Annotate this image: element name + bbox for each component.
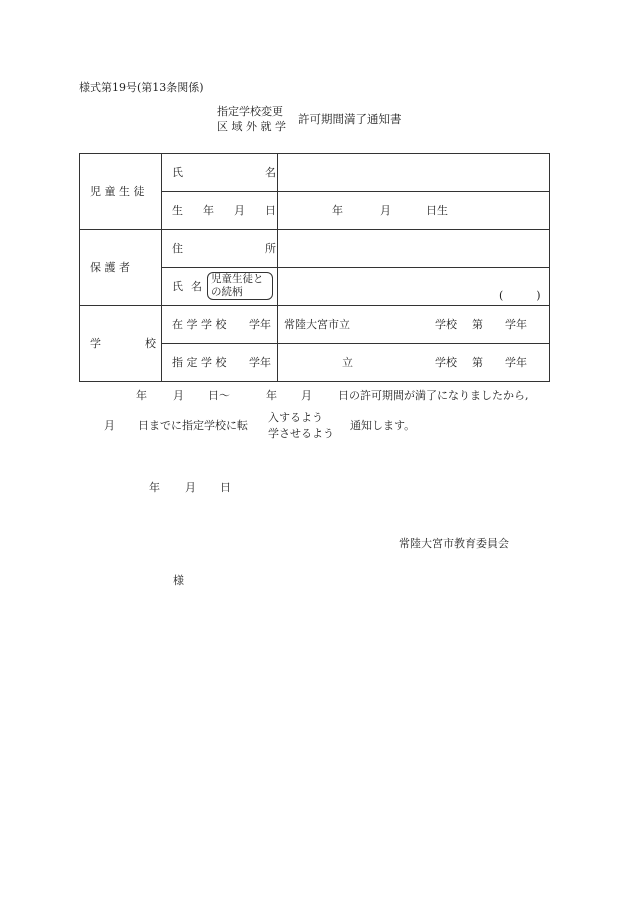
period-day-from: 日～ [208, 389, 230, 402]
birth-date-field[interactable] [278, 192, 550, 230]
guardian-header-cell [80, 230, 162, 306]
current-grade-label: 学年 [249, 318, 271, 331]
student-header-cell [80, 154, 162, 230]
designated-school-label-cell [162, 344, 278, 382]
guardian-header: 保 護 者 [90, 261, 130, 274]
guardian-name-label-left: 氏 [172, 280, 183, 293]
designated-dai: 第 [472, 356, 483, 369]
designated-ritsu: 立 [342, 356, 353, 369]
student-header: 児 童 生 徒 [90, 185, 145, 198]
current-dai: 第 [472, 318, 483, 331]
current-school-row [80, 306, 550, 344]
name-label-right: 名 [265, 166, 276, 179]
name-label-cell [162, 154, 278, 192]
current-school-city: 常陸大宮市立 [284, 318, 350, 331]
birth-label-cell [162, 192, 278, 230]
current-school-suffix: 学校 [435, 318, 457, 331]
current-school-label-cell [162, 306, 278, 344]
designated-grade-unit: 学年 [505, 356, 527, 369]
title-suffix: 許可期間満了通知書 [298, 112, 402, 126]
period-month-to: 月 [301, 389, 312, 402]
relationship-line2: の続柄 [211, 286, 243, 298]
address-label-right: 所 [265, 242, 276, 255]
guardian-name-label-right: 名 [191, 280, 202, 293]
notify-text: 通知します。 [350, 419, 416, 432]
period-year-to: 年 [266, 389, 277, 402]
birth-day-unit: 日生 [426, 204, 448, 217]
birth-label-4: 日 [265, 204, 276, 217]
title-top-line: 指定学校変更 [217, 105, 283, 118]
current-school-label: 在 学 学 校 [172, 318, 227, 331]
guardian-name-field[interactable] [278, 268, 550, 306]
date-month: 月 [185, 481, 196, 494]
student-name-field[interactable] [278, 154, 550, 192]
designated-grade-label: 学年 [249, 356, 271, 369]
birth-label-3: 月 [234, 204, 245, 217]
guardian-address-field[interactable] [278, 230, 550, 268]
date-day: 日 [220, 481, 231, 494]
option-study: 学させるよう [268, 427, 334, 440]
guardian-name-label-cell [162, 268, 278, 306]
period-year-from: 年 [136, 389, 147, 402]
address-label-left: 住 [172, 242, 183, 255]
recipient-suffix: 様 [173, 574, 184, 587]
form-number: 様式第19号(第13条関係) [79, 81, 204, 94]
designated-school-label: 指 定 学 校 [172, 356, 227, 369]
option-enter: 入するよう [268, 411, 323, 424]
address-label-cell [162, 230, 278, 268]
current-grade-unit: 学年 [505, 318, 527, 331]
relationship-paren[interactable]: ( ) [499, 289, 541, 302]
issuer: 常陸大宮市教育委員会 [399, 537, 509, 550]
designated-school-field[interactable] [278, 344, 550, 382]
birth-label-1: 生 [172, 204, 183, 217]
name-label-left: 氏 [172, 166, 183, 179]
title-bottom-line: 区 域 外 就 学 [217, 120, 286, 133]
deadline-text: 日までに指定学校に転 [138, 419, 248, 432]
guardian-address-row [80, 230, 550, 268]
date-year: 年 [149, 481, 160, 494]
notice-form-table [79, 153, 550, 382]
period-month-from: 月 [173, 389, 184, 402]
student-name-row [80, 154, 550, 192]
period-expired-text: 日の許可期間が満了になりましたから, [338, 389, 529, 402]
current-school-field[interactable] [278, 306, 550, 344]
school-header-cell [80, 306, 162, 382]
birth-year-unit: 年 [332, 204, 343, 217]
relationship-line1: 児童生徒と [211, 273, 264, 285]
relationship-box [207, 272, 273, 300]
birth-label-2: 年 [203, 204, 214, 217]
school-header-left: 学 [90, 337, 101, 350]
school-header-right: 校 [145, 337, 156, 350]
birth-month-unit: 月 [380, 204, 391, 217]
designated-school-suffix: 学校 [435, 356, 457, 369]
deadline-month: 月 [104, 419, 115, 432]
